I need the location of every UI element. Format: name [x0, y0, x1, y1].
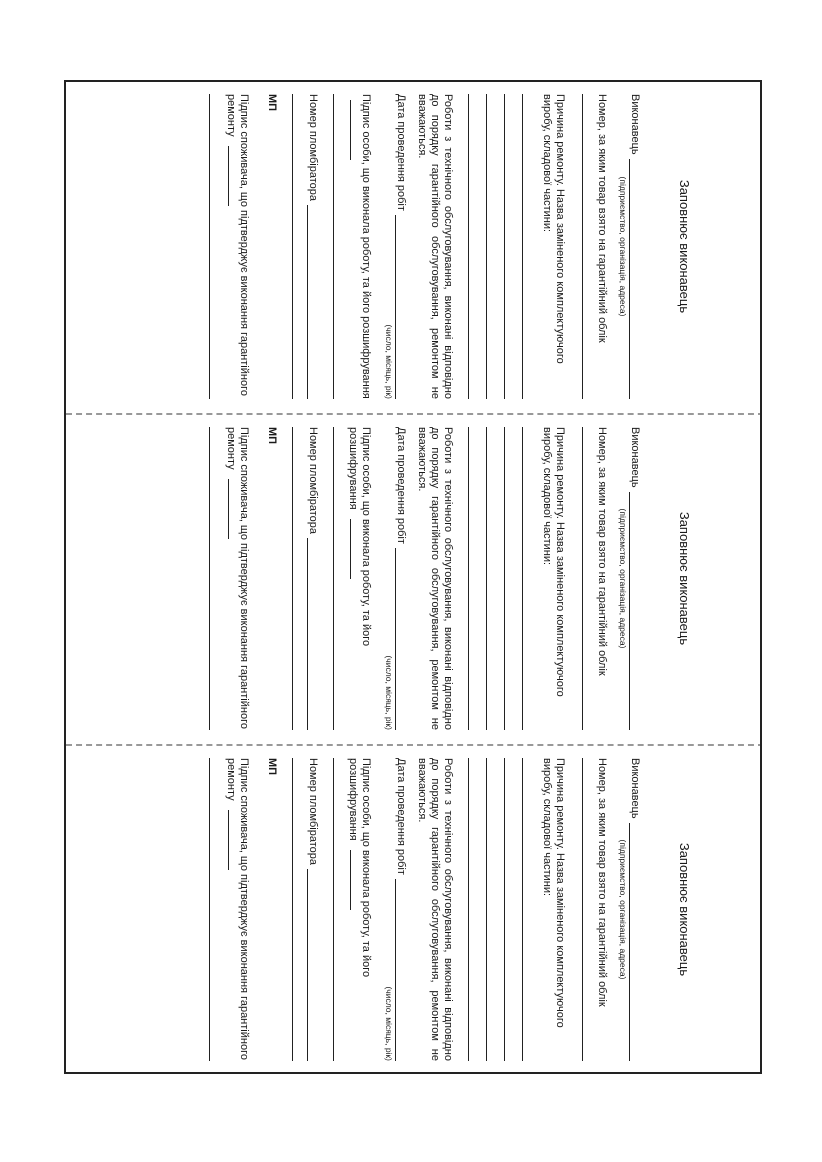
executor-hint: (підприємство, організація, адреса) — [618, 176, 628, 317]
repair-reason-line-4[interactable] — [468, 427, 469, 730]
warranty-number-label: Номер, за яким товар взято на гарантійний облік — [596, 94, 608, 343]
performer-signature-label: Підпис особи, що виконала роботу, та його розшифрування — [347, 758, 372, 978]
maintenance-note: Роботи з технічного обслуговування, виконані відповідно до порядку гарантійного обслуговування, ремонтом не вважаються. — [416, 94, 454, 399]
repair-reason-label: Причина ремонту. Назва заміненого комплектуючого виробу, складової частини: — [541, 427, 566, 697]
consumer-signature-field[interactable] — [224, 427, 250, 730]
repair-reason-line-1[interactable] — [522, 758, 523, 1061]
sealer-number-line-2[interactable] — [292, 94, 293, 399]
executor-hint: (підприємство, організація, адреса) — [618, 839, 628, 980]
repair-reason-line-4[interactable] — [468, 94, 469, 399]
work-date-input-line[interactable] — [395, 215, 406, 399]
repair-reason-line-3[interactable] — [486, 758, 487, 1061]
repair-coupon-section-2 — [66, 413, 762, 744]
executor-input-line[interactable] — [629, 159, 640, 399]
executor-hint: (підприємство, організація, адреса) — [618, 508, 628, 649]
work-date-field[interactable] — [395, 758, 407, 1061]
performer-signature-label: Підпис особи, що виконала роботу, та його розшифрування — [347, 427, 372, 647]
repair-reason-line-3[interactable] — [486, 427, 487, 730]
repair-reason-line-2[interactable] — [504, 94, 505, 399]
executor-label: Виконавець — [629, 94, 641, 155]
work-date-field[interactable] — [395, 94, 407, 399]
work-date-hint: (число, місяць, рік) — [384, 986, 394, 1061]
consumer-signature-label: Підпис споживача, що підтверджує виконання гарантійного ремонту — [225, 427, 250, 729]
section-title: Заповнює виконавець — [677, 842, 692, 977]
performer-signature-line-2[interactable] — [333, 758, 334, 1061]
consumer-signature-line-2[interactable] — [209, 758, 210, 1061]
consumer-signature-line-2[interactable] — [209, 94, 210, 399]
repair-reason-label: Причина ремонту. Назва заміненого комплектуючого виробу, складової частини: — [541, 94, 566, 364]
consumer-signature-label: Підпис споживача, що підтверджує виконання гарантійного ремонту — [225, 758, 250, 1060]
sealer-number-label: Номер пломбіратора — [307, 758, 319, 865]
section-title: Заповнює виконавець — [677, 179, 692, 314]
repair-reason-line-1[interactable] — [522, 94, 523, 399]
repair-coupon-section-1 — [66, 82, 762, 413]
executor-field[interactable] — [629, 94, 641, 399]
warranty-number-line[interactable] — [582, 94, 583, 399]
repair-reason-line-2[interactable] — [504, 427, 505, 730]
sealer-number-field[interactable] — [307, 427, 319, 730]
consumer-signature-field[interactable] — [224, 94, 250, 399]
sealer-number-label: Номер пломбіратора — [307, 427, 319, 534]
consumer-signature-line[interactable] — [228, 146, 229, 206]
repair-coupon-section-3 — [66, 744, 762, 1074]
performer-signature-line[interactable] — [350, 850, 351, 910]
stamp-label: МП — [266, 758, 278, 776]
executor-label: Виконавець — [629, 758, 641, 819]
sealer-number-field[interactable] — [307, 94, 319, 399]
executor-input-line[interactable] — [629, 492, 640, 730]
consumer-signature-line[interactable] — [228, 479, 229, 539]
performer-signature-line-2[interactable] — [333, 427, 334, 730]
work-date-label: Дата проведення робіт — [395, 94, 407, 211]
repair-reason-line-3[interactable] — [486, 94, 487, 399]
performer-signature-field[interactable] — [346, 427, 372, 730]
executor-field[interactable] — [629, 427, 641, 730]
maintenance-note: Роботи з технічного обслуговування, виконані відповідно до порядку гарантійного обслуговування, ремонтом не вважаються. — [416, 427, 454, 730]
sealer-number-input-line[interactable] — [307, 538, 318, 730]
sealer-number-field[interactable] — [307, 758, 319, 1061]
consumer-signature-line[interactable] — [228, 810, 229, 870]
performer-signature-line[interactable] — [350, 519, 351, 579]
performer-signature-field[interactable] — [346, 758, 372, 1061]
repair-reason-label: Причина ремонту. Назва заміненого комплектуючого виробу, складової частини: — [541, 758, 566, 1028]
sealer-number-input-line[interactable] — [307, 869, 318, 1061]
warranty-form-frame — [64, 80, 762, 1074]
sealer-number-line-2[interactable] — [292, 758, 293, 1061]
repair-reason-line-4[interactable] — [468, 758, 469, 1061]
executor-field[interactable] — [629, 758, 641, 1061]
performer-signature-field[interactable] — [346, 94, 372, 399]
warranty-number-line[interactable] — [582, 427, 583, 730]
work-date-hint: (число, місяць, рік) — [384, 655, 394, 730]
consumer-signature-field[interactable] — [224, 758, 250, 1061]
maintenance-note: Роботи з технічного обслуговування, виконані відповідно до порядку гарантійного обслуговування, ремонтом не вважаються. — [416, 758, 454, 1061]
repair-reason-line-1[interactable] — [522, 427, 523, 730]
consumer-signature-label: Підпис споживача, що підтверджує виконання гарантійного ремонту — [225, 94, 250, 396]
repair-reason-line-2[interactable] — [504, 758, 505, 1061]
performer-signature-label: Підпис особи, що виконала роботу, та його розшифрування — [360, 94, 372, 399]
work-date-label: Дата проведення робіт — [395, 427, 407, 544]
stamp-label: МП — [266, 94, 278, 112]
work-date-label: Дата проведення робіт — [395, 758, 407, 875]
rotated-form-sheet — [66, 82, 762, 1074]
warranty-number-line[interactable] — [582, 758, 583, 1061]
section-title: Заповнює виконавець — [677, 511, 692, 646]
performer-signature-line-2[interactable] — [333, 94, 334, 399]
executor-label: Виконавець — [629, 427, 641, 488]
work-date-input-line[interactable] — [395, 879, 406, 1061]
performer-signature-line[interactable] — [350, 100, 351, 160]
warranty-number-label: Номер, за яким товар взято на гарантійний облік — [596, 758, 608, 1007]
sealer-number-line-2[interactable] — [292, 427, 293, 730]
warranty-number-label: Номер, за яким товар взято на гарантійний облік — [596, 427, 608, 676]
work-date-input-line[interactable] — [395, 548, 406, 730]
executor-input-line[interactable] — [629, 823, 640, 1061]
stamp-label: МП — [266, 427, 278, 445]
work-date-hint: (число, місяць, рік) — [384, 324, 394, 399]
consumer-signature-line-2[interactable] — [209, 427, 210, 730]
sealer-number-input-line[interactable] — [307, 205, 318, 399]
sealer-number-label: Номер пломбіратора — [307, 94, 319, 201]
work-date-field[interactable] — [395, 427, 407, 730]
